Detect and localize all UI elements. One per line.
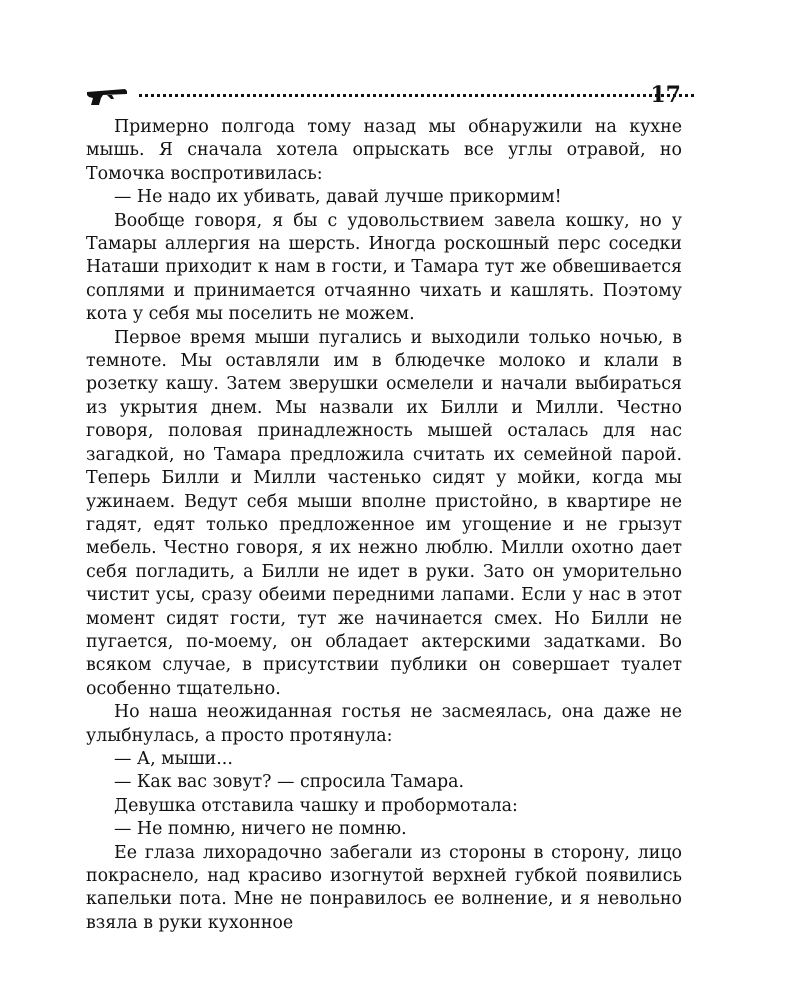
page-header [85, 80, 685, 110]
revolver-icon [85, 82, 129, 106]
paragraph: Первое время мыши пугались и выходили только ночью, в темноте. Мы оставляли им в блюдечке молоко и клали в розетку кашу. Затем зверушки осмелели и начали выбираться из укрытия днем. Мы назвали их Билли и Милли. Честно говоря, половая принадлежность мышей осталась для нас загадкой, но Тамара предложила считать их семейной парой. Теперь Билли и Милли частенько сидят у мойки, когда мы ужинаем. Ведут себя мыши вполне пристойно, в квартире не гадят, едят только предложенное им угощение и не грызут мебель. Честно говоря, я их нежно люблю. Милли охотно дает себя погладить, а Билли не идет в руки. Зато он уморительно чистит усы, сразу обеими передними лапами. Если у нас в этот момент сидят гости, тут же начинается смех. Но Билли не пугается, по-моему, он обладает актерскими задатками. Во всяком случае, в присутствии публики он совершает туалет особенно тщательно. [86, 327, 682, 699]
paragraph: Примерно полгода тому назад мы обнаружили на кухне мышь. Я сначала хотела опрыскать все углы отравой, но Томочка воспротивилась: [86, 117, 682, 184]
paragraph: — Как вас зовут? — спросила Тамара. [114, 772, 465, 793]
paragraph: — А, мыши... [114, 748, 233, 769]
paragraph: Ее глаза лихорадочно забегали из стороны в сторону, лицо покраснело, над красиво изогнутой верхней губкой появились капельки пота. Мне не понравилось ее волнение, и я невольно взяла в руки кухонное [86, 842, 682, 933]
body-text [86, 116, 682, 935]
paragraph: Вообще говоря, я бы с удовольствием завела кошку, но у Тамары аллергия на шерсть. Иногда роскошный перс соседки Наташи приходит к нам в гости, и Тамара тут же обвешивается соплями и принимается отчаянно чихать и кашлять. Поэтому кота у себя мы поселить не можем. [86, 210, 682, 325]
paragraph: Девушка отставила чашку и пробормотала: [114, 795, 518, 816]
paragraph: Но наша неожиданная гостья не засмеялась, она даже не улыбнулась, а просто протянула: [86, 702, 682, 746]
header-dotted-rule [139, 94, 694, 97]
page-number: 17 [650, 82, 681, 108]
paragraph: — Не помню, ничего не помню. [114, 819, 407, 840]
paragraph: — Не надо их убивать, давай лучше прикормим! [114, 187, 562, 208]
